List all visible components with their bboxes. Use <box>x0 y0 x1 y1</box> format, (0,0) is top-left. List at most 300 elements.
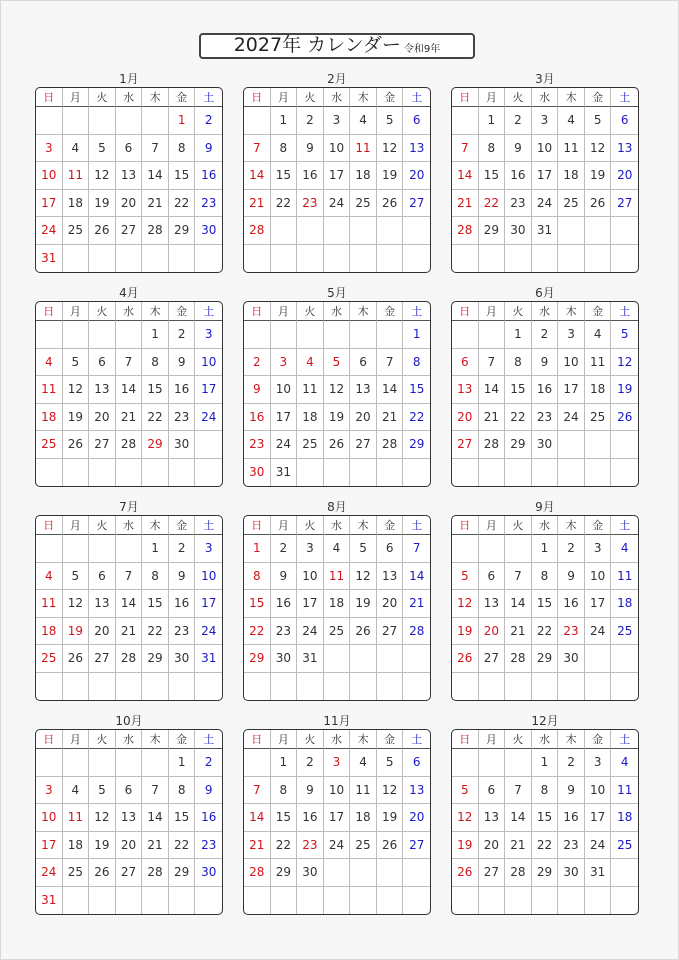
empty-cell <box>505 673 532 701</box>
day-cell: 13 <box>479 804 506 832</box>
day-cell: 27 <box>403 832 430 860</box>
day-cell: 16 <box>532 376 559 404</box>
month-grid <box>35 87 223 273</box>
day-cell: 18 <box>585 376 612 404</box>
page-title: 2027年 カレンダー <box>233 34 401 56</box>
empty-cell <box>116 749 143 777</box>
day-cell: 10 <box>36 804 63 832</box>
weekday-header: 木 <box>142 730 169 749</box>
month-label: 3月 <box>535 72 555 86</box>
day-cell: 10 <box>36 162 63 190</box>
empty-cell <box>244 107 271 135</box>
weekday-header: 木 <box>142 516 169 535</box>
day-cell: 21 <box>142 190 169 218</box>
weekday-header: 水 <box>116 302 143 321</box>
day-cell: 21 <box>116 404 143 432</box>
day-cell: 31 <box>195 645 222 673</box>
empty-cell <box>558 459 585 487</box>
day-cell: 26 <box>89 217 116 245</box>
day-cell: 23 <box>297 832 324 860</box>
day-cell: 9 <box>195 777 222 805</box>
weekday-header: 水 <box>532 516 559 535</box>
day-cell: 19 <box>452 618 479 646</box>
day-cell: 27 <box>89 431 116 459</box>
day-cell: 15 <box>403 376 430 404</box>
weekday-header: 木 <box>142 88 169 107</box>
day-cell: 30 <box>532 431 559 459</box>
day-cell: 24 <box>558 404 585 432</box>
day-cell: 1 <box>271 749 298 777</box>
day-cell: 18 <box>36 618 63 646</box>
day-cell: 27 <box>377 618 404 646</box>
day-cell: 17 <box>271 404 298 432</box>
weekday-header: 木 <box>142 302 169 321</box>
empty-cell <box>452 535 479 563</box>
day-cell: 2 <box>505 107 532 135</box>
day-cell: 27 <box>611 190 638 218</box>
empty-cell <box>479 245 506 273</box>
empty-cell <box>271 245 298 273</box>
day-cell: 26 <box>377 832 404 860</box>
day-cell: 16 <box>169 590 196 618</box>
empty-cell <box>585 673 612 701</box>
weekday-header: 土 <box>403 88 430 107</box>
month-grid <box>243 515 431 701</box>
day-cell: 3 <box>324 749 351 777</box>
weekday-header: 金 <box>377 730 404 749</box>
day-cell: 10 <box>324 135 351 163</box>
day-cell: 1 <box>532 749 559 777</box>
empty-cell <box>169 459 196 487</box>
day-cell: 7 <box>505 563 532 591</box>
day-cell: 5 <box>585 107 612 135</box>
day-cell: 29 <box>169 217 196 245</box>
empty-cell <box>271 673 298 701</box>
empty-cell <box>324 459 351 487</box>
day-cell: 16 <box>558 804 585 832</box>
weekday-header: 日 <box>244 730 271 749</box>
day-cell: 24 <box>297 618 324 646</box>
day-cell: 5 <box>63 563 90 591</box>
month-label: 4月 <box>119 286 139 300</box>
day-cell: 27 <box>116 859 143 887</box>
day-cell: 28 <box>244 859 271 887</box>
empty-cell <box>244 321 271 349</box>
weekday-header: 水 <box>116 730 143 749</box>
day-cell: 14 <box>142 162 169 190</box>
day-cell: 23 <box>244 431 271 459</box>
weekday-header: 木 <box>558 302 585 321</box>
day-cell: 27 <box>89 645 116 673</box>
day-cell: 2 <box>297 107 324 135</box>
empty-cell <box>63 673 90 701</box>
day-cell: 20 <box>479 618 506 646</box>
day-cell: 14 <box>377 376 404 404</box>
day-cell: 14 <box>403 563 430 591</box>
day-cell: 21 <box>403 590 430 618</box>
day-cell: 4 <box>611 535 638 563</box>
empty-cell <box>116 535 143 563</box>
day-cell: 31 <box>297 645 324 673</box>
empty-cell <box>350 887 377 915</box>
empty-cell <box>324 859 351 887</box>
day-cell: 25 <box>611 618 638 646</box>
month-label: 8月 <box>327 500 347 514</box>
empty-cell <box>116 107 143 135</box>
empty-cell <box>452 673 479 701</box>
day-cell: 9 <box>297 777 324 805</box>
weekday-header: 月 <box>271 730 298 749</box>
day-cell: 26 <box>324 431 351 459</box>
day-cell: 6 <box>479 563 506 591</box>
month-grid <box>451 729 639 915</box>
day-cell: 9 <box>558 563 585 591</box>
day-cell: 25 <box>324 618 351 646</box>
day-cell: 30 <box>169 431 196 459</box>
day-cell: 19 <box>377 162 404 190</box>
weekday-header: 火 <box>297 88 324 107</box>
month-label: 6月 <box>535 286 555 300</box>
day-cell: 13 <box>89 590 116 618</box>
day-cell: 22 <box>532 832 559 860</box>
empty-cell <box>505 749 532 777</box>
weekday-header: 日 <box>452 302 479 321</box>
weekday-header: 土 <box>611 88 638 107</box>
day-cell: 19 <box>350 590 377 618</box>
day-cell: 22 <box>169 190 196 218</box>
day-cell: 6 <box>116 135 143 163</box>
empty-cell <box>452 459 479 487</box>
day-cell: 5 <box>377 749 404 777</box>
weekday-header: 水 <box>532 730 559 749</box>
empty-cell <box>195 673 222 701</box>
day-cell: 9 <box>195 135 222 163</box>
day-cell: 20 <box>89 618 116 646</box>
day-cell: 20 <box>116 832 143 860</box>
day-cell: 30 <box>195 859 222 887</box>
day-cell: 6 <box>452 349 479 377</box>
empty-cell <box>324 673 351 701</box>
day-cell: 9 <box>297 135 324 163</box>
month-grid <box>243 301 431 487</box>
day-cell: 25 <box>350 832 377 860</box>
day-cell: 8 <box>169 777 196 805</box>
weekday-header: 金 <box>585 88 612 107</box>
day-cell: 6 <box>611 107 638 135</box>
day-cell: 15 <box>169 804 196 832</box>
weekday-header: 土 <box>195 88 222 107</box>
empty-cell <box>377 887 404 915</box>
day-cell: 4 <box>63 777 90 805</box>
day-cell: 22 <box>244 618 271 646</box>
weekday-header: 土 <box>195 730 222 749</box>
empty-cell <box>611 887 638 915</box>
era-label: 令和9年 <box>403 44 441 55</box>
day-cell: 27 <box>403 190 430 218</box>
empty-cell <box>532 459 559 487</box>
weekday-header: 日 <box>36 88 63 107</box>
empty-cell <box>452 107 479 135</box>
day-cell: 26 <box>611 404 638 432</box>
day-cell: 20 <box>403 162 430 190</box>
empty-cell <box>403 217 430 245</box>
weekday-header: 日 <box>36 516 63 535</box>
day-cell: 3 <box>585 749 612 777</box>
empty-cell <box>89 673 116 701</box>
month-label: 7月 <box>119 500 139 514</box>
empty-cell <box>195 245 222 273</box>
day-cell: 7 <box>116 563 143 591</box>
empty-cell <box>324 321 351 349</box>
weekday-header: 月 <box>63 516 90 535</box>
empty-cell <box>297 217 324 245</box>
day-cell: 11 <box>36 376 63 404</box>
day-cell: 24 <box>585 832 612 860</box>
day-cell: 19 <box>63 404 90 432</box>
weekday-header: 金 <box>585 730 612 749</box>
weekday-header: 金 <box>169 516 196 535</box>
day-cell: 17 <box>195 590 222 618</box>
day-cell: 12 <box>324 376 351 404</box>
day-cell: 12 <box>89 162 116 190</box>
weekday-header: 火 <box>297 302 324 321</box>
day-cell: 27 <box>452 431 479 459</box>
day-cell: 2 <box>558 535 585 563</box>
empty-cell <box>116 459 143 487</box>
day-cell: 17 <box>585 590 612 618</box>
empty-cell <box>244 673 271 701</box>
weekday-header: 月 <box>479 516 506 535</box>
empty-cell <box>297 459 324 487</box>
day-cell: 3 <box>585 535 612 563</box>
day-cell: 28 <box>142 859 169 887</box>
weekday-header: 木 <box>558 516 585 535</box>
day-cell: 26 <box>89 859 116 887</box>
day-cell: 31 <box>36 887 63 915</box>
day-cell: 29 <box>403 431 430 459</box>
day-cell: 16 <box>271 590 298 618</box>
empty-cell <box>271 217 298 245</box>
day-cell: 17 <box>324 162 351 190</box>
empty-cell <box>297 673 324 701</box>
day-cell: 22 <box>403 404 430 432</box>
day-cell: 9 <box>532 349 559 377</box>
weekday-header: 月 <box>63 302 90 321</box>
day-cell: 19 <box>63 618 90 646</box>
day-cell: 4 <box>558 107 585 135</box>
day-cell: 28 <box>479 431 506 459</box>
day-cell: 3 <box>271 349 298 377</box>
weekday-header: 金 <box>377 516 404 535</box>
day-cell: 17 <box>297 590 324 618</box>
day-cell: 1 <box>505 321 532 349</box>
empty-cell <box>297 321 324 349</box>
day-cell: 3 <box>297 535 324 563</box>
month-label: 11月 <box>323 714 351 728</box>
weekday-header: 火 <box>505 88 532 107</box>
day-cell: 7 <box>377 349 404 377</box>
day-cell: 25 <box>611 832 638 860</box>
empty-cell <box>89 535 116 563</box>
empty-cell <box>505 459 532 487</box>
day-cell: 20 <box>452 404 479 432</box>
weekday-header: 水 <box>324 302 351 321</box>
day-cell: 20 <box>611 162 638 190</box>
empty-cell <box>63 749 90 777</box>
weekday-header: 日 <box>452 516 479 535</box>
day-cell: 19 <box>585 162 612 190</box>
day-cell: 2 <box>169 321 196 349</box>
day-cell: 10 <box>271 376 298 404</box>
day-cell: 18 <box>63 832 90 860</box>
day-cell: 19 <box>611 376 638 404</box>
empty-cell <box>169 245 196 273</box>
empty-cell <box>403 459 430 487</box>
day-cell: 10 <box>532 135 559 163</box>
day-cell: 25 <box>585 404 612 432</box>
day-cell: 7 <box>505 777 532 805</box>
day-cell: 29 <box>532 645 559 673</box>
day-cell: 7 <box>244 777 271 805</box>
day-cell: 4 <box>36 563 63 591</box>
day-cell: 2 <box>195 107 222 135</box>
empty-cell <box>479 321 506 349</box>
weekday-header: 金 <box>169 302 196 321</box>
day-cell: 19 <box>324 404 351 432</box>
day-cell: 15 <box>244 590 271 618</box>
empty-cell <box>116 887 143 915</box>
day-cell: 13 <box>89 376 116 404</box>
day-cell: 3 <box>195 535 222 563</box>
title-box <box>199 33 475 59</box>
day-cell: 21 <box>452 190 479 218</box>
day-cell: 10 <box>324 777 351 805</box>
empty-cell <box>403 859 430 887</box>
day-cell: 2 <box>558 749 585 777</box>
day-cell: 29 <box>142 431 169 459</box>
day-cell: 26 <box>63 431 90 459</box>
day-cell: 4 <box>350 107 377 135</box>
day-cell: 14 <box>479 376 506 404</box>
day-cell: 12 <box>63 590 90 618</box>
day-cell: 22 <box>532 618 559 646</box>
weekday-header: 水 <box>532 88 559 107</box>
empty-cell <box>532 245 559 273</box>
empty-cell <box>585 887 612 915</box>
day-cell: 18 <box>324 590 351 618</box>
day-cell: 13 <box>479 590 506 618</box>
day-cell: 10 <box>558 349 585 377</box>
day-cell: 23 <box>558 618 585 646</box>
day-cell: 12 <box>350 563 377 591</box>
day-cell: 3 <box>195 321 222 349</box>
day-cell: 27 <box>479 645 506 673</box>
weekday-header: 月 <box>271 88 298 107</box>
empty-cell <box>324 217 351 245</box>
day-cell: 17 <box>36 190 63 218</box>
day-cell: 11 <box>36 590 63 618</box>
day-cell: 12 <box>377 777 404 805</box>
day-cell: 1 <box>142 535 169 563</box>
day-cell: 11 <box>63 804 90 832</box>
month-grid <box>35 301 223 487</box>
empty-cell <box>479 887 506 915</box>
day-cell: 28 <box>403 618 430 646</box>
day-cell: 1 <box>532 535 559 563</box>
day-cell: 16 <box>558 590 585 618</box>
weekday-header: 水 <box>324 88 351 107</box>
day-cell: 22 <box>271 832 298 860</box>
day-cell: 30 <box>195 217 222 245</box>
empty-cell <box>297 887 324 915</box>
day-cell: 17 <box>558 376 585 404</box>
day-cell: 18 <box>350 804 377 832</box>
day-cell: 9 <box>271 563 298 591</box>
day-cell: 13 <box>403 777 430 805</box>
day-cell: 4 <box>324 535 351 563</box>
day-cell: 4 <box>585 321 612 349</box>
day-cell: 26 <box>63 645 90 673</box>
month-label: 10月 <box>115 714 143 728</box>
day-cell: 12 <box>63 376 90 404</box>
day-cell: 23 <box>195 190 222 218</box>
day-cell: 8 <box>532 563 559 591</box>
empty-cell <box>36 749 63 777</box>
day-cell: 8 <box>479 135 506 163</box>
weekday-header: 日 <box>244 516 271 535</box>
day-cell: 13 <box>116 162 143 190</box>
day-cell: 2 <box>532 321 559 349</box>
day-cell: 28 <box>505 859 532 887</box>
day-cell: 17 <box>532 162 559 190</box>
day-cell: 10 <box>195 349 222 377</box>
month-label: 1月 <box>119 72 139 86</box>
weekday-header: 金 <box>585 516 612 535</box>
day-cell: 28 <box>377 431 404 459</box>
empty-cell <box>377 217 404 245</box>
empty-cell <box>350 673 377 701</box>
day-cell: 25 <box>297 431 324 459</box>
day-cell: 1 <box>169 107 196 135</box>
month-label: 9月 <box>535 500 555 514</box>
day-cell: 13 <box>611 135 638 163</box>
day-cell: 12 <box>452 804 479 832</box>
weekday-header: 火 <box>505 516 532 535</box>
day-cell: 14 <box>452 162 479 190</box>
day-cell: 23 <box>169 404 196 432</box>
empty-cell <box>89 107 116 135</box>
day-cell: 11 <box>350 777 377 805</box>
empty-cell <box>479 535 506 563</box>
day-cell: 5 <box>63 349 90 377</box>
empty-cell <box>142 749 169 777</box>
empty-cell <box>611 459 638 487</box>
day-cell: 2 <box>195 749 222 777</box>
empty-cell <box>195 459 222 487</box>
day-cell: 22 <box>169 832 196 860</box>
day-cell: 9 <box>169 349 196 377</box>
day-cell: 6 <box>479 777 506 805</box>
weekday-header: 日 <box>452 88 479 107</box>
day-cell: 29 <box>505 431 532 459</box>
day-cell: 19 <box>452 832 479 860</box>
empty-cell <box>585 459 612 487</box>
empty-cell <box>142 245 169 273</box>
day-cell: 13 <box>452 376 479 404</box>
day-cell: 21 <box>505 618 532 646</box>
weekday-header: 月 <box>63 730 90 749</box>
day-cell: 15 <box>479 162 506 190</box>
